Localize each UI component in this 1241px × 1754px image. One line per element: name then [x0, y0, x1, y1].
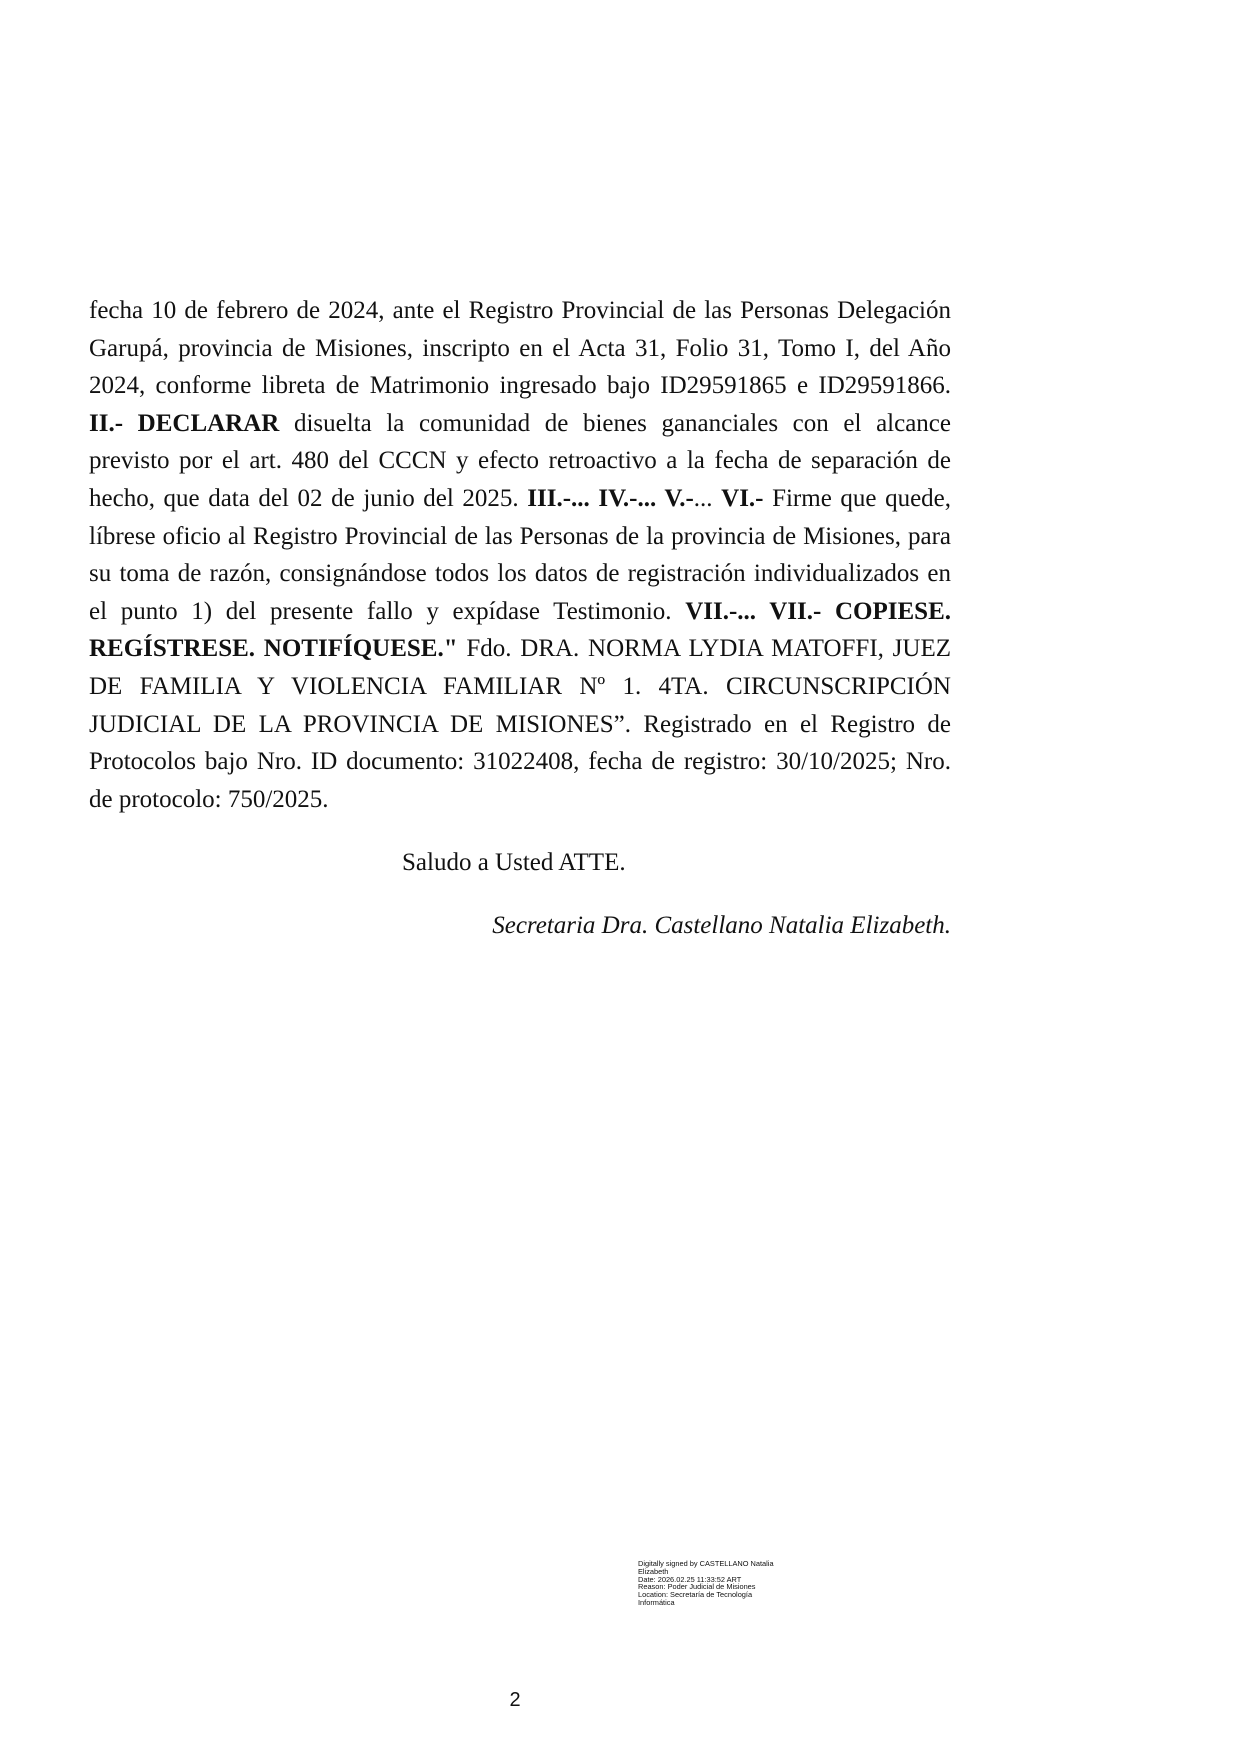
paragraph-text: disuelta la comunidad de bienes gananciales con el alcance previsto por el art. 480 del CCCN y efecto retroactivo a la fecha de separación de hecho, que data del 02 de junio del 2025.	[89, 409, 951, 512]
digital-signature-line: Elizabeth	[638, 1566, 669, 1576]
paragraph-text: fecha 10 de febrero de 2024, ante el Registro Provincial de las Personas Delegación Garupá, provincia de Misiones, inscripto en el Acta 31, Folio 31, Tomo I, del Año 2024, conforme libreta de Matrimonio ingresado bajo ID29591865 e ID29591866.	[89, 297, 951, 400]
digital-signature-line: Location: Secretaría de Tecnología	[638, 1590, 753, 1600]
paragraph-text: Fdo. DRA. NORMA LYDIA MATOFFI, JUEZ DE FAMILIA Y VIOLENCIA FAMILIAR Nº 1. 4TA. CIRCUNSCRIPCIÓN JUDICIAL DE LA PROVINCIA DE MISIONES”. Registrado en el Registro de Protocolos bajo Nro. ID documento: 31022408, fecha de registro: 30/10/2025; Nro. de protocolo: 750/2025.	[89, 635, 951, 813]
digital-signature-line: Informática	[638, 1597, 675, 1607]
paragraph-bold-text: VI.-	[721, 484, 764, 512]
digital-signature-line: Date: 2026.02.25 11:33:52 ART	[638, 1574, 742, 1584]
digital-signature-line: Reason: Poder Judicial de Misiones	[638, 1582, 756, 1592]
page-number: 2	[509, 1689, 521, 1711]
digital-signature-block	[638, 1560, 808, 1607]
paragraph-text: Firme que quede, líbrese oficio al Registro Provincial de las Personas de la provincia de Misiones, para su toma de razón, consignándose todos los datos de registración individualizados en el punto 1) del presente fallo y expídase Testimonio.	[89, 484, 952, 625]
paragraph-bold-text: III.-... IV.-... V.-	[527, 484, 694, 512]
paragraph-bold-text: VII.-... VII.- COPIESE. REGÍSTRESE. NOTIFÍQUESE."	[89, 597, 951, 663]
signature-name: Secretaria Dra. Castellano Natalia Elizabeth.	[492, 912, 951, 939]
digital-signature-line: Digitally signed by CASTELLANO Natalia	[638, 1559, 774, 1568]
paragraph-bold-text: II.- DECLARAR	[89, 409, 280, 437]
paragraph-text: ...	[693, 484, 722, 512]
closing-salutation: Saludo a Usted ATTE.	[402, 849, 626, 876]
body-paragraph	[89, 292, 951, 818]
